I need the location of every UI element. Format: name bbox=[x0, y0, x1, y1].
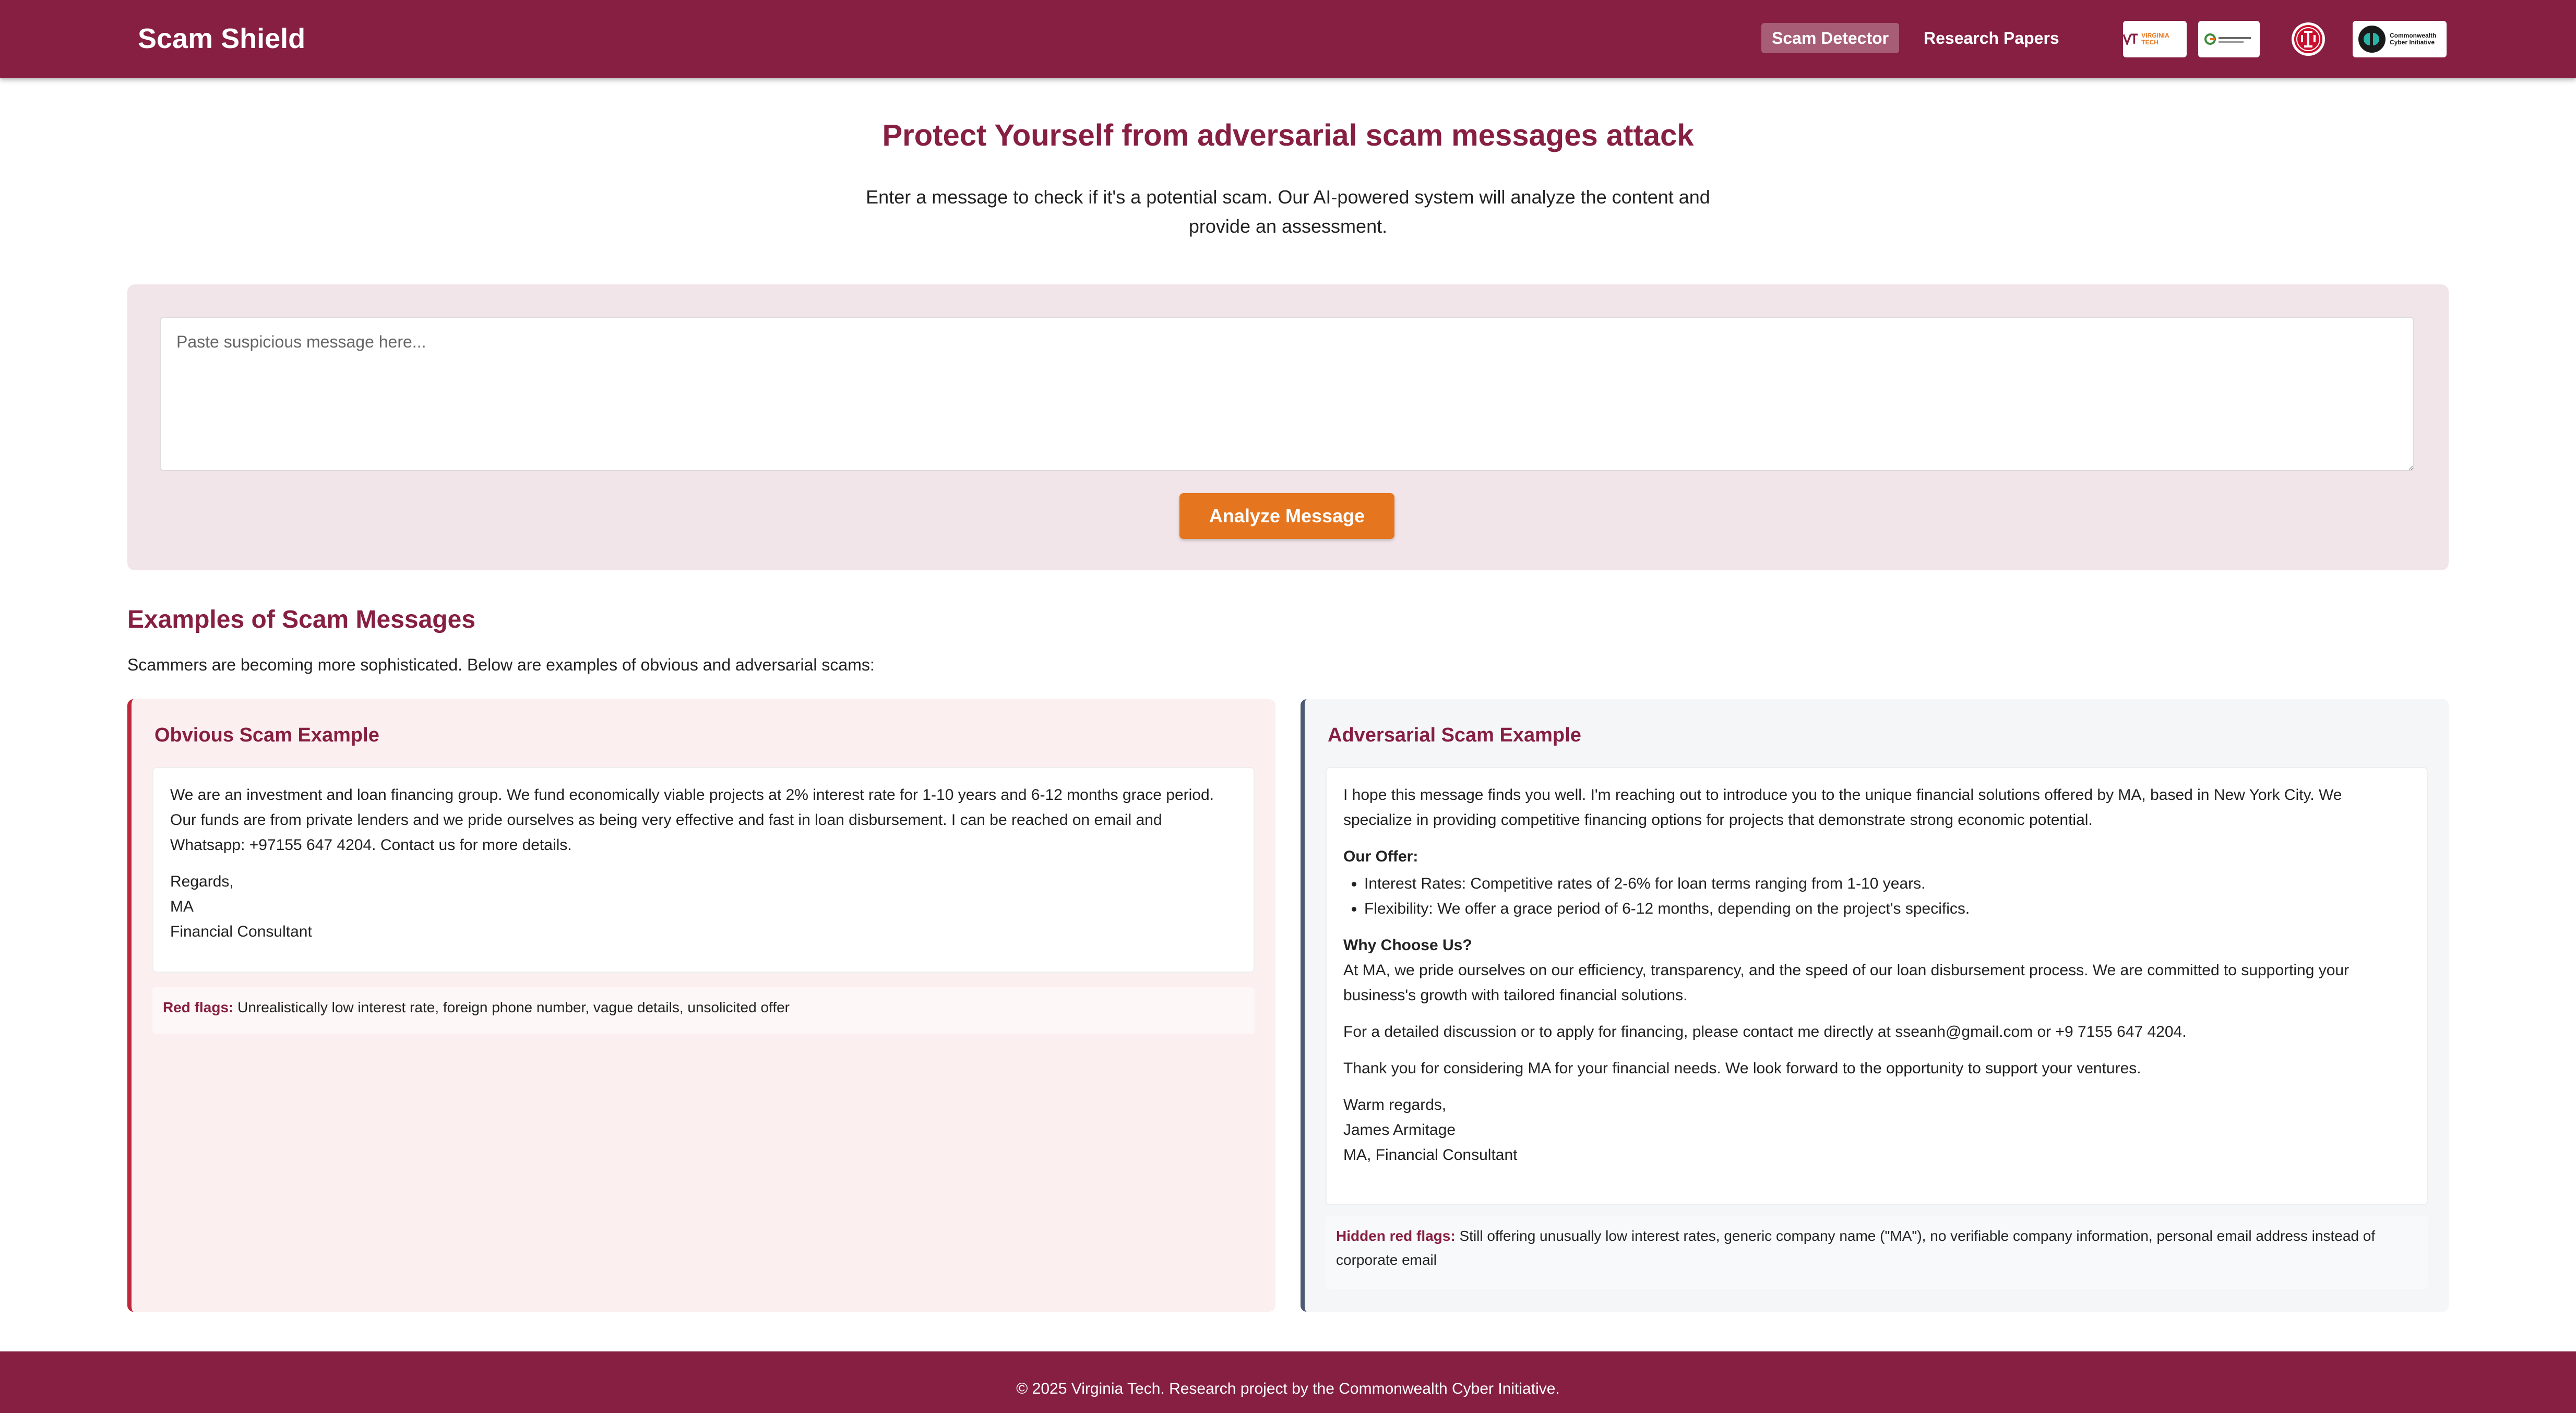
obvious-signoff-line: Financial Consultant bbox=[170, 923, 312, 940]
offer-item: • Interest Rates: Competitive rates of 2-6% for loan terms ranging from 1-10 years. bbox=[1364, 871, 2410, 896]
partner-logo-icon bbox=[2203, 29, 2255, 50]
adversarial-signoff bbox=[1343, 1093, 2410, 1168]
thanks-text: Thank you for considering MA for your financial needs. We look forward to the opportunity to support your ventures. bbox=[1343, 1060, 2141, 1077]
why-text: At MA, we pride ourselves on our efficiency, transparency, and the speed of our loan disbursement process. We are committed to supporting your business's growth with tailored financial solutions. bbox=[1343, 962, 2350, 1004]
adversarial-message-box bbox=[1326, 767, 2428, 1205]
obvious-signoff-line: MA bbox=[170, 898, 194, 915]
vt-mark-icon bbox=[2123, 33, 2138, 45]
vt-logo-text: VIRGINIA TECH bbox=[2141, 32, 2169, 46]
obvious-scam-card bbox=[127, 699, 1275, 1312]
examples-heading: Examples of Scam Messages bbox=[127, 606, 476, 633]
why-heading: Why Choose Us? bbox=[1343, 937, 1472, 954]
commonwealth-cyber-initiative-logo[interactable] bbox=[2353, 21, 2447, 57]
examples-intro: Scammers are becoming more sophisticated. Below are examples of obvious and adversarial scams: bbox=[127, 655, 875, 674]
university-seal-logo[interactable] bbox=[2290, 20, 2327, 58]
nav-scam-detector[interactable]: Scam Detector bbox=[1761, 23, 1899, 53]
red-flags-text: Unrealistically low interest rate, foreign phone number, vague details, unsolicited offer bbox=[237, 999, 790, 1015]
page-subtitle: Enter a message to check if it's a potential scam. Our AI-powered system will analyze the content and provide an assessment. bbox=[866, 186, 1710, 237]
obvious-signoff bbox=[170, 869, 1237, 944]
adversarial-signoff-line: James Armitage bbox=[1343, 1121, 1456, 1139]
nav-research-papers[interactable]: Research Papers bbox=[1924, 29, 2059, 47]
offer-list bbox=[1343, 871, 2410, 921]
seal-icon bbox=[2291, 20, 2326, 58]
adversarial-intro: I hope this message finds you well. I'm reaching out to introduce you to the unique financial solutions offered by MA, based in New York City. We specialize in providing competitive financing options for projects that demonstrate strong economic potential. bbox=[1343, 786, 2342, 829]
obvious-message-body: We are an investment and loan financing group. We fund economically viable projects at 2% interest rate for 1-10 years and 6-12 months grace period. Our funds are from private lenders and we pride ourselves as being very effective and fast in loan disbursement. I can be reached on email and Whatsapp: +97155 647 4204. Contact us for more details. bbox=[170, 786, 1214, 854]
adversarial-signoff-line: Warm regards, bbox=[1343, 1096, 1447, 1113]
offer-heading: Our Offer: bbox=[1343, 848, 1418, 865]
page-title: Protect Yourself from adversarial scam messages attack bbox=[882, 118, 1694, 152]
adversarial-red-flags bbox=[1326, 1216, 2428, 1289]
hidden-red-flags-text: Still offering unusually low interest rates, generic company name ("MA"), no verifiable company information, personal email address instead of corporate email bbox=[1336, 1228, 2376, 1268]
hidden-red-flags-label: Hidden red flags: bbox=[1336, 1228, 1456, 1244]
red-flags-label: Red flags: bbox=[163, 999, 234, 1015]
adversarial-card-title: Adversarial Scam Example bbox=[1328, 724, 1581, 746]
analyzer-panel bbox=[127, 284, 2449, 570]
adversarial-signoff-line: MA, Financial Consultant bbox=[1343, 1146, 1518, 1164]
top-navbar bbox=[0, 0, 2576, 78]
virginia-tech-logo[interactable] bbox=[2123, 21, 2187, 57]
obvious-message-box bbox=[152, 767, 1255, 973]
cci-mark-icon bbox=[2357, 25, 2387, 54]
partner-logo[interactable] bbox=[2198, 21, 2260, 57]
brand-title[interactable]: Scam Shield bbox=[138, 23, 306, 54]
message-input[interactable] bbox=[160, 317, 2414, 471]
cci-logo-text: Commonwealth Cyber Initiative bbox=[2390, 32, 2437, 46]
adversarial-scam-card bbox=[1301, 699, 2449, 1312]
footer bbox=[0, 1351, 2576, 1413]
analyze-message-button[interactable]: Analyze Message bbox=[1179, 493, 1394, 539]
obvious-card-title: Obvious Scam Example bbox=[154, 724, 379, 746]
obvious-red-flags bbox=[152, 987, 1255, 1034]
offer-item: • Flexibility: We offer a grace period of 6-12 months, depending on the project's specifics. bbox=[1364, 896, 2410, 921]
obvious-signoff-line: Regards, bbox=[170, 873, 234, 890]
contact-text: For a detailed discussion or to apply for financing, please contact me directly at sseanh@gmail.com or +9 7155 647 4204. bbox=[1343, 1023, 2187, 1040]
footer-text: © 2025 Virginia Tech. Research project by the Commonwealth Cyber Initiative. bbox=[1016, 1380, 1560, 1397]
